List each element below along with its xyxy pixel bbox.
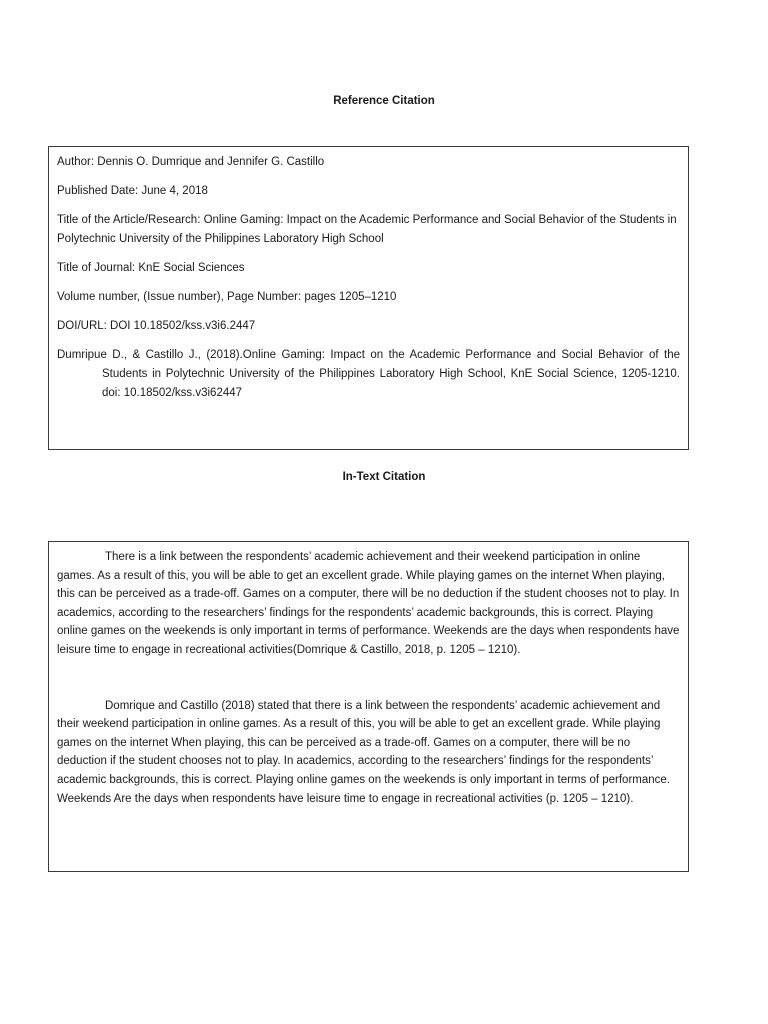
reference-citation-heading: Reference Citation — [333, 95, 435, 107]
volume-page-field: Volume number, (Issue number), Page Number: pages 1205–1210 — [57, 291, 397, 303]
in-text-paragraph-1: There is a link between the respondents’ academic achievement and their weekend participation in online games. As a result of this, you will be able to get an excellent grade. While playing games on the internet When playing, this can be perceived as a trade-off. Games on a computer, there will be no deduction if the student chooses not to play. In academics, according to the researchers’ findings for the respondents’ academic backgrounds, this is correct. Playing online games on the weekends is only important in terms of performance. Weekends are the days when respondents have leisure time to engage in recreational activities(Domrique & Castillo, 2018, p. 1205 – 1210). — [57, 551, 680, 656]
article-title-field: Title of the Article/Research: Online Gaming: Impact on the Academic Performance and Social Behavior of the Students in Polytechnic University of the Philippines Laboratory High School — [57, 214, 677, 245]
author-field: Author: Dennis O. Dumrique and Jennifer G. Castillo — [57, 156, 325, 168]
reference-citation-box — [48, 146, 689, 450]
apa-reference-entry: Dumripue D., & Castillo J., (2018).Online Gaming: Impact on the Academic Performance and Social Behavior of the Students in Polytechnic University of the Philippines Laboratory High School, KnE Social Science, 1205-1210. doi: 10.18502/kss.v3i62447 — [57, 349, 680, 399]
published-date-field: Published Date: June 4, 2018 — [57, 185, 208, 197]
in-text-citation-box — [48, 541, 689, 872]
in-text-paragraph-2: Domrique and Castillo (2018) stated that there is a link between the respondents’ academic achievement and their weekend participation in online games. As a result of this, you will be able to get an excellent grade. While playing games on the internet When playing, this can be perceived as a trade-off. Games on a computer, there will be no deduction if the student chooses not to play. In academics, according to the researchers’ findings for the respondents’ academic backgrounds, this is correct. Playing online games on the weekends is only important in terms of performance. Weekends Are the days when respondents have leisure time to engage in recreational activities (p. 1205 – 1210). — [57, 699, 670, 805]
journal-title-field: Title of Journal: KnE Social Sciences — [57, 262, 245, 274]
in-text-citation-heading: In-Text Citation — [342, 471, 426, 483]
doi-url-field: DOI/URL: DOI 10.18502/kss.v3i6.2447 — [57, 320, 256, 332]
